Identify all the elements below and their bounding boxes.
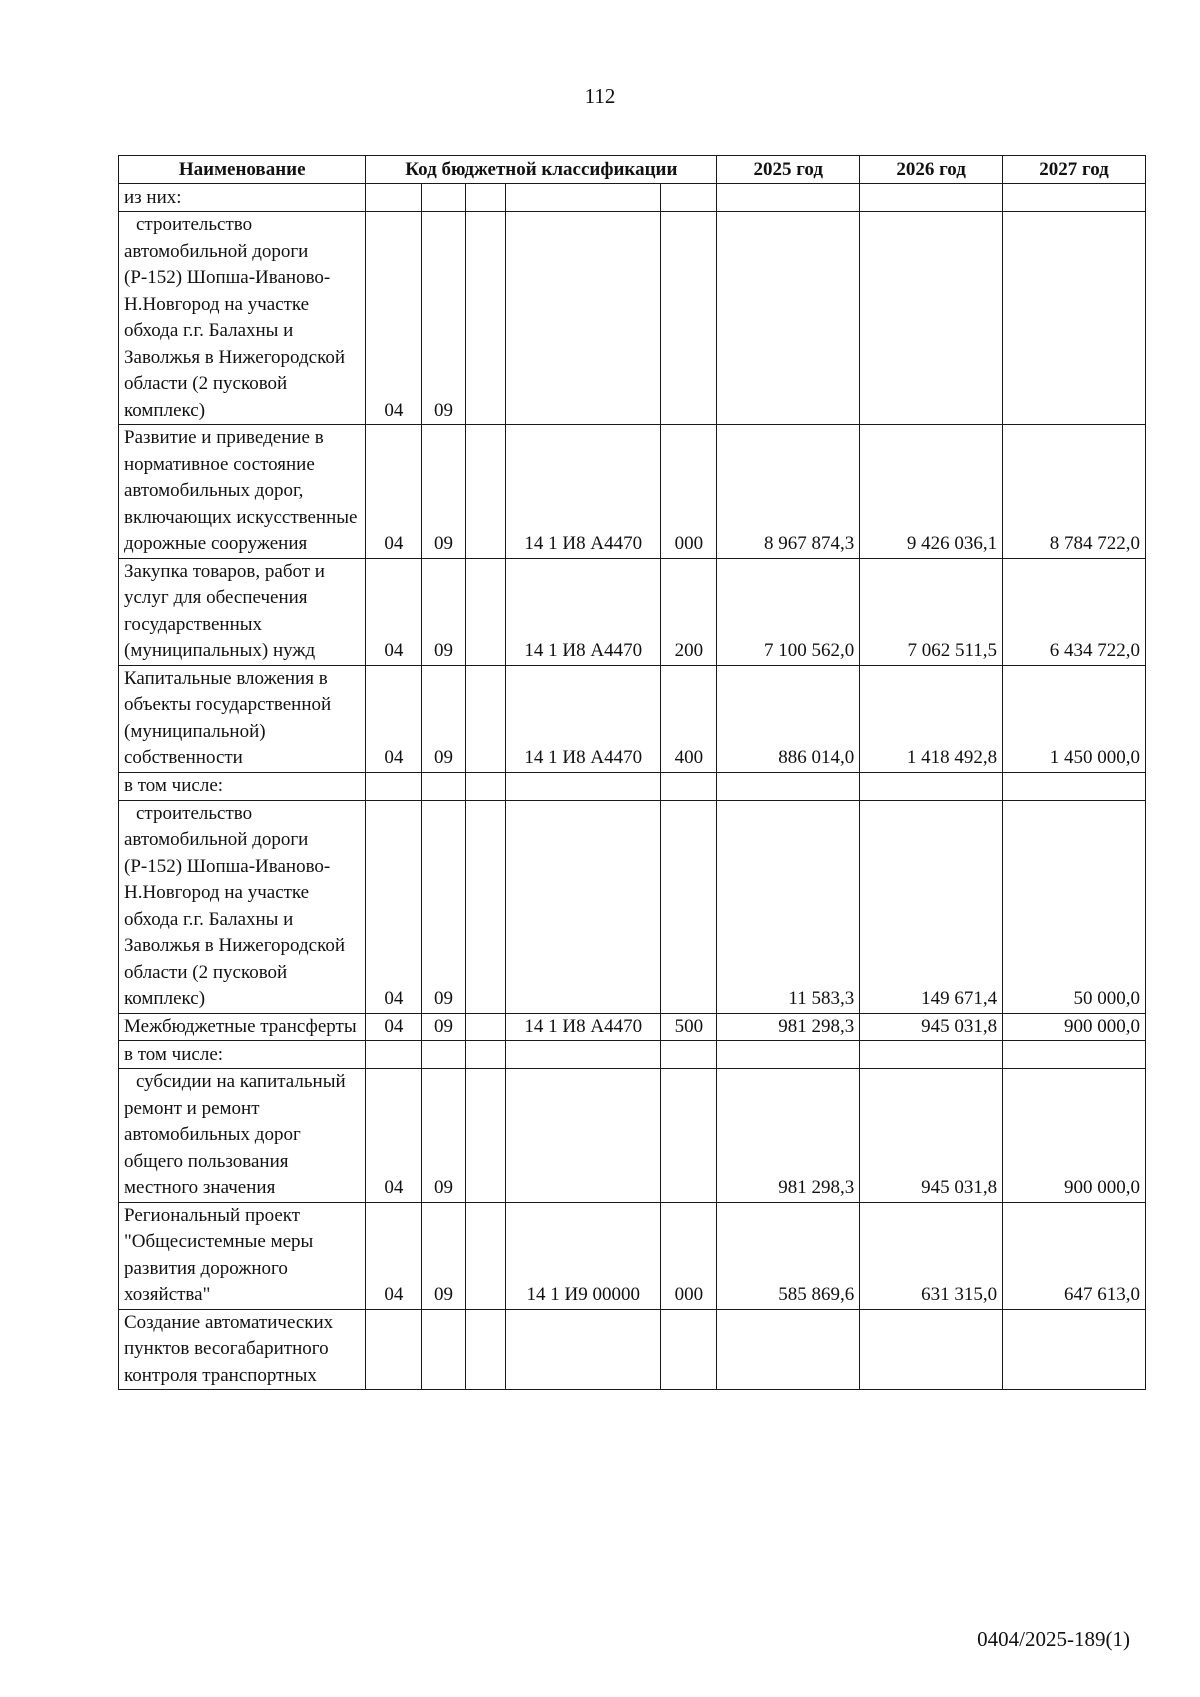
cell-2025 — [717, 1041, 860, 1069]
document-code: 0404/2025-189(1) — [977, 1627, 1130, 1651]
cell-section: 04 — [366, 800, 422, 1013]
cell-target-article — [506, 1041, 661, 1069]
cell-2026: 631 315,0 — [860, 1202, 1003, 1309]
cell-2027: 900 000,0 — [1003, 1013, 1146, 1041]
cell-expense-type — [661, 800, 717, 1013]
cell-subsection: 09 — [422, 1013, 465, 1041]
cell-2026 — [860, 212, 1003, 425]
cell-expense-type — [661, 1309, 717, 1390]
cell-2026: 7 062 511,5 — [860, 558, 1003, 665]
cell-2026: 945 031,8 — [860, 1013, 1003, 1041]
header-2025: 2025 год — [717, 156, 860, 184]
cell-target-article: 14 1 И8 А4470 — [506, 1013, 661, 1041]
cell-2025: 981 298,3 — [717, 1069, 860, 1203]
cell-expense-type — [661, 184, 717, 212]
cell-2027 — [1003, 772, 1146, 800]
cell-name: из них: — [119, 184, 366, 212]
cell-subsection: 09 — [422, 212, 465, 425]
cell-blank — [465, 1202, 505, 1309]
table-row — [119, 665, 1146, 772]
cell-2025: 886 014,0 — [717, 665, 860, 772]
cell-subsection — [422, 772, 465, 800]
cell-section — [366, 1041, 422, 1069]
cell-2027: 900 000,0 — [1003, 1069, 1146, 1203]
cell-2026 — [860, 1309, 1003, 1390]
cell-subsection — [422, 184, 465, 212]
cell-2025: 981 298,3 — [717, 1013, 860, 1041]
cell-name: Региональный проект "Общесистемные меры развития дорожного хозяйства" — [119, 1202, 366, 1309]
cell-target-article — [506, 772, 661, 800]
cell-2025 — [717, 184, 860, 212]
table-row — [119, 425, 1146, 559]
cell-section: 04 — [366, 558, 422, 665]
cell-2026 — [860, 184, 1003, 212]
cell-blank — [465, 212, 505, 425]
cell-subsection — [422, 1309, 465, 1390]
cell-2025 — [717, 212, 860, 425]
cell-blank — [465, 1041, 505, 1069]
table-row — [119, 1041, 1146, 1069]
cell-2027 — [1003, 184, 1146, 212]
cell-blank — [465, 1309, 505, 1390]
cell-section: 04 — [366, 1202, 422, 1309]
cell-2027: 50 000,0 — [1003, 800, 1146, 1013]
cell-name: в том числе: — [119, 1041, 366, 1069]
cell-expense-type: 000 — [661, 1202, 717, 1309]
cell-section — [366, 772, 422, 800]
cell-name: Закупка товаров, работ и услуг для обеспечения государственных (муниципальных) нужд — [119, 558, 366, 665]
header-2027: 2027 год — [1003, 156, 1146, 184]
cell-target-article — [506, 1069, 661, 1203]
table-row — [119, 1069, 1146, 1203]
cell-name: строительство автомобильной дороги (Р-152) Шопша-Иваново-Н.Новгород на участке обхода г.г. Балахны и Заволжья в Нижегородской области (2 пусковой комплекс) — [119, 800, 366, 1013]
cell-2027: 8 784 722,0 — [1003, 425, 1146, 559]
cell-section — [366, 184, 422, 212]
cell-target-article: 14 1 И9 00000 — [506, 1202, 661, 1309]
cell-expense-type — [661, 212, 717, 425]
cell-2027 — [1003, 212, 1146, 425]
header-2026: 2026 год — [860, 156, 1003, 184]
cell-expense-type: 500 — [661, 1013, 717, 1041]
cell-name: Межбюджетные трансферты — [119, 1013, 366, 1041]
cell-blank — [465, 665, 505, 772]
cell-expense-type — [661, 1041, 717, 1069]
header-name: Наименование — [119, 156, 366, 184]
cell-target-article: 14 1 И8 А4470 — [506, 558, 661, 665]
table-row — [119, 1309, 1146, 1390]
cell-2026: 945 031,8 — [860, 1069, 1003, 1203]
cell-expense-type — [661, 1069, 717, 1203]
cell-target-article: 14 1 И8 А4470 — [506, 425, 661, 559]
cell-target-article — [506, 1309, 661, 1390]
table-row — [119, 212, 1146, 425]
cell-name: Развитие и приведение в нормативное состояние автомобильных дорог, включающих искусственные дорожные сооружения — [119, 425, 366, 559]
cell-2026 — [860, 1041, 1003, 1069]
cell-target-article: 14 1 И8 А4470 — [506, 665, 661, 772]
cell-blank — [465, 558, 505, 665]
cell-subsection: 09 — [422, 425, 465, 559]
cell-expense-type — [661, 772, 717, 800]
cell-blank — [465, 800, 505, 1013]
cell-blank — [465, 184, 505, 212]
cell-name: строительство автомобильной дороги (Р-152) Шопша-Иваново-Н.Новгород на участке обхода г.г. Балахны и Заволжья в Нижегородской области (2 пусковой комплекс) — [119, 212, 366, 425]
cell-section: 04 — [366, 425, 422, 559]
cell-2025 — [717, 1309, 860, 1390]
cell-2026: 9 426 036,1 — [860, 425, 1003, 559]
cell-subsection: 09 — [422, 1069, 465, 1203]
cell-target-article — [506, 184, 661, 212]
cell-name: в том числе: — [119, 772, 366, 800]
cell-2027 — [1003, 1309, 1146, 1390]
cell-subsection: 09 — [422, 558, 465, 665]
cell-2027: 1 450 000,0 — [1003, 665, 1146, 772]
page-number: 112 — [584, 84, 616, 108]
cell-2027: 6 434 722,0 — [1003, 558, 1146, 665]
cell-blank — [465, 1013, 505, 1041]
cell-subsection: 09 — [422, 1202, 465, 1309]
cell-2026 — [860, 772, 1003, 800]
cell-2026: 1 418 492,8 — [860, 665, 1003, 772]
cell-2027: 647 613,0 — [1003, 1202, 1146, 1309]
table-row — [119, 558, 1146, 665]
cell-2025: 7 100 562,0 — [717, 558, 860, 665]
budget-table — [118, 155, 1146, 1390]
cell-2025: 8 967 874,3 — [717, 425, 860, 559]
table-row — [119, 1013, 1146, 1041]
table-row — [119, 800, 1146, 1013]
cell-target-article — [506, 800, 661, 1013]
table-body — [119, 184, 1146, 1390]
cell-expense-type: 200 — [661, 558, 717, 665]
cell-name: субсидии на капитальный ремонт и ремонт автомобильных дорог общего пользования местного значения — [119, 1069, 366, 1203]
cell-name: Создание автоматических пунктов весогабаритного контроля транспортных — [119, 1309, 366, 1390]
table-row — [119, 184, 1146, 212]
cell-target-article — [506, 212, 661, 425]
header-code: Код бюджетной классификации — [366, 156, 717, 184]
cell-blank — [465, 1069, 505, 1203]
cell-section — [366, 1309, 422, 1390]
cell-blank — [465, 772, 505, 800]
table-row — [119, 772, 1146, 800]
cell-section: 04 — [366, 1069, 422, 1203]
cell-2025: 585 869,6 — [717, 1202, 860, 1309]
cell-section: 04 — [366, 1013, 422, 1041]
cell-2027 — [1003, 1041, 1146, 1069]
cell-section: 04 — [366, 212, 422, 425]
cell-2026: 149 671,4 — [860, 800, 1003, 1013]
cell-expense-type: 400 — [661, 665, 717, 772]
table-row — [119, 1202, 1146, 1309]
table-header — [119, 156, 1146, 184]
cell-section: 04 — [366, 665, 422, 772]
cell-2025 — [717, 772, 860, 800]
cell-subsection: 09 — [422, 665, 465, 772]
cell-name: Капитальные вложения в объекты государственной (муниципальной) собственности — [119, 665, 366, 772]
cell-subsection: 09 — [422, 800, 465, 1013]
cell-subsection — [422, 1041, 465, 1069]
cell-expense-type: 000 — [661, 425, 717, 559]
cell-2025: 11 583,3 — [717, 800, 860, 1013]
cell-blank — [465, 425, 505, 559]
